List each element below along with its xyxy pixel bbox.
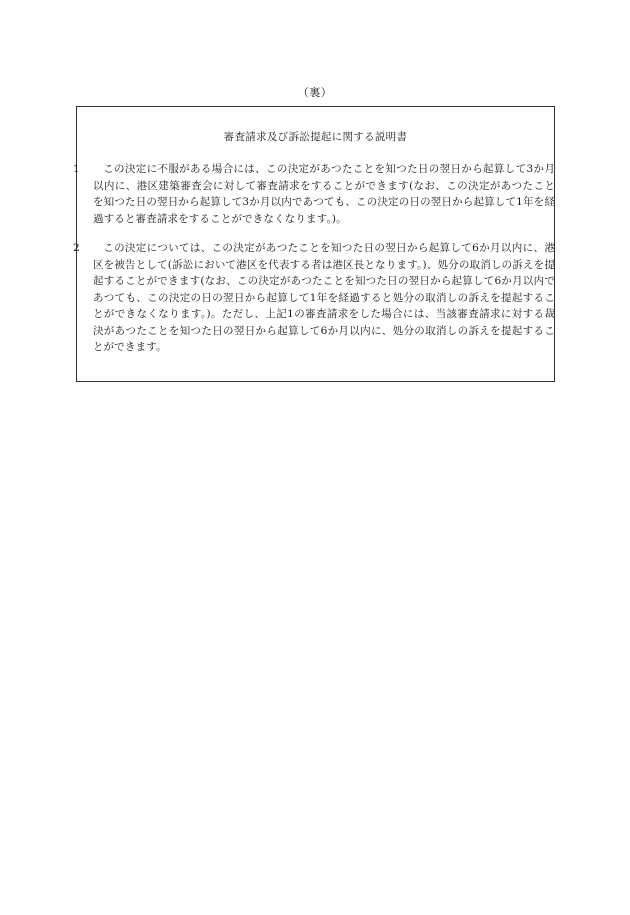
notice-item-1	[73, 161, 555, 227]
item-number: 1	[73, 163, 80, 175]
item-text: この決定については、この決定があつたことを知つた日の翌日から起算して6か月以内に、港区を被告として(訴訟において港区を代表する者は港区長となります。)、処分の取消しの訴えを提起することができます(なお、この決定があつたことを知つた日の翌日から起算して6か月以内であつても、この決定の日の翌日から起算して1年を経過すると処分の取消しの訴えを提起することができなくなります。)。ただし、上記1の審査請求をした場合には、当該審査請求に対する裁決があつたことを知つた日の翌日から起算して6か月以内に、処分の取消しの訴えを提起することができます。	[93, 242, 555, 353]
page-side-label: （裏）	[297, 86, 333, 99]
notice-item-2	[73, 240, 555, 356]
item-number: 2	[73, 242, 80, 254]
notice-title: 審査請求及び訴訟提起に関する説明書	[223, 131, 408, 143]
notice-box	[73, 106, 555, 382]
item-text: この決定に不服がある場合には、この決定があつたことを知つた日の翌日から起算して3か月以内に、港区建築審査会に対して審査請求をすることができます(なお、この決定があつたことを知つた日の翌日から起算して3か月以内であつても、この決定の日の翌日から起算して1年を経過すると審査請求をすることができなくなります。)。	[93, 163, 555, 225]
